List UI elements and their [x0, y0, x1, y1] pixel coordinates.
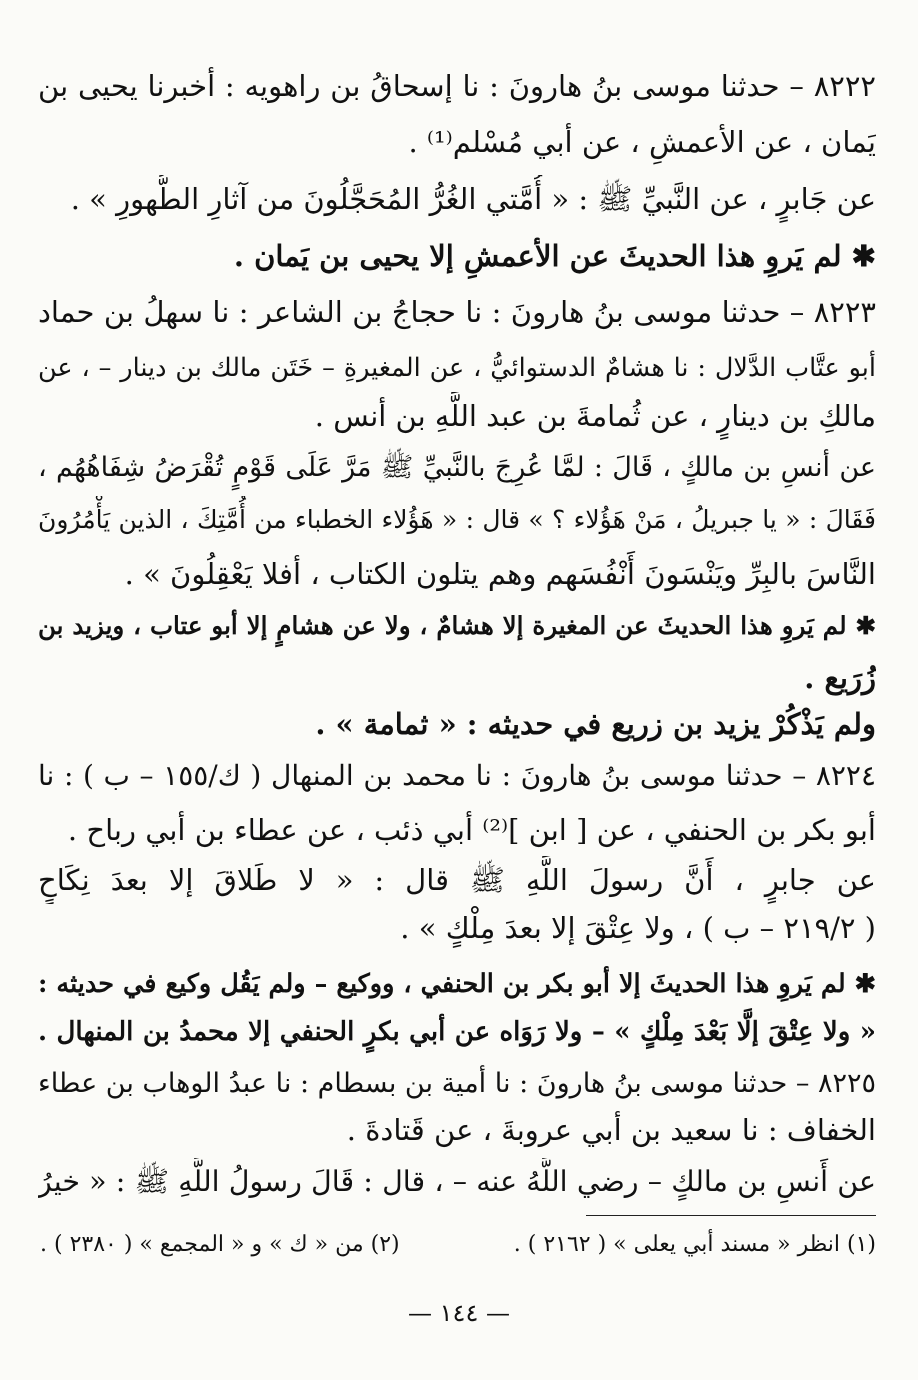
page-number: — ١٤٤ —	[408, 1299, 510, 1327]
text-line: ✱ لم يَروِ هذا الحديثَ عن الأعمشِ إلا يحيى بن يَمان .	[233, 239, 876, 273]
text-line: عن جابرٍ ، أَنَّ رسولَ اللَّهِ ﷺ قال : « لا طَلاقَ إلا بعدَ نِكَاحٍ	[38, 863, 876, 897]
text-line: ٨٢٢٢ – حدثنا موسى بنُ هارونَ : نا إسحاقُ بن راهويه : أخبرنا يحيى بن	[38, 69, 876, 103]
text-line: أبو بكر بن الحنفي ، عن [ ابن ]⁽²⁾ أبي ذئب ، عن عطاء بن أبي رباح .	[67, 813, 876, 847]
text-line: يَمان ، عن الأعمشِ ، عن أبي مُسْلم⁽¹⁾ .	[408, 125, 876, 159]
text-line: ( ٢١٩/٢ – ب ) ، ولا عِتْقَ إلا بعدَ مِلْكٍ » .	[400, 911, 876, 945]
text-line: ولم يَذْكُرْ يزيد بن زريع في حديثه : « ثمامة » .	[315, 707, 876, 741]
text-line: ✱ لم يَروِ هذا الحديثَ إلا أبو بكر بن الحنفي ، ووكيع – ولم يَقُل وكيع في حديثه :	[38, 969, 876, 999]
text-line: الخفاف : نا سعيد بن أبي عروبةَ ، عن قَتادةَ .	[346, 1113, 876, 1147]
footnote-2: (٢) من « ك » و « المجمع » ( ٢٣٨٠ ) .	[40, 1232, 400, 1257]
text-line: عن أنسِ بن مالكٍ ، قَالَ : لمَّا عُرِجَ بالنَّبيِّ ﷺ مَرَّ عَلَى قَوْمٍ تُقْرَضُ شِفَاهُهُم ،	[38, 452, 876, 483]
text-line: النَّاسَ بالبِرِّ ويَنْسَونَ أَنْفُسَهم وهم يتلون الكتاب ، أفلا يَعْقِلُونَ » .	[124, 557, 876, 591]
text-line: زُرَيع .	[804, 661, 876, 695]
text-line: عن أَنسِ بن مالكٍ – رضي اللَّهُ عنه – ، قال : قَالَ رسولُ اللَّهِ ﷺ : « خيرُ	[38, 1165, 876, 1198]
text-line: ٨٢٢٤ – حدثنا موسى بنُ هارونَ : نا محمد بن المنهال ( ك/١٥٥ – ب ) : نا	[38, 759, 876, 792]
text-line: ٨٢٢٣ – حدثنا موسى بنُ هارونَ : نا حجاجُ بن الشاعر : نا سهلُ بن حماد	[38, 295, 876, 329]
text-line: « ولا عِتْقَ إلَّا بَعْدَ مِلْكٍ » – ولا رَوَاه عن أبي بكرٍ الحنفي إلا محمدُ بن المنهال .	[38, 1017, 876, 1047]
text-line: ✱ لم يَروِ هذا الحديثَ عن المغيرة إلا هشامٌ ، ولا عن هشامٍ إلا أبو عتاب ، ويزيد بن	[38, 611, 876, 640]
text-line: ٨٢٢٥ – حدثنا موسى بنُ هارونَ : نا أمية بن بسطام : نا عبدُ الوهاب بن عطاء	[38, 1068, 876, 1099]
footnote-divider	[586, 1215, 876, 1216]
text-line: أبو عتَّاب الدَّلال : نا هشامٌ الدستوائيُّ ، عن المغيرةِ – خَتَن مالك بن دينار – ، عن	[38, 353, 876, 383]
text-line: فَقَالَ : « يا جبريلُ ، مَنْ هَؤُلاء ؟ » قال : « هَؤُلاء الخطباء من أُمَّتِكَ ، الذين يَأْمُرُونَ	[38, 505, 876, 534]
footnote-1: (١) انظر « مسند أبي يعلى » ( ٢١٦٢ ) .	[513, 1232, 876, 1257]
text-line: عن جَابرٍ ، عن النَّبيِّ ﷺ : « أُمَّتي الغُرُّ المُحَجَّلُونَ من آثارِ الطُّهورِ » .	[70, 182, 876, 216]
text-line: مالكِ بن دينارٍ ، عن ثُمامةَ بن عبد اللَّهِ بن أنس .	[314, 399, 876, 433]
